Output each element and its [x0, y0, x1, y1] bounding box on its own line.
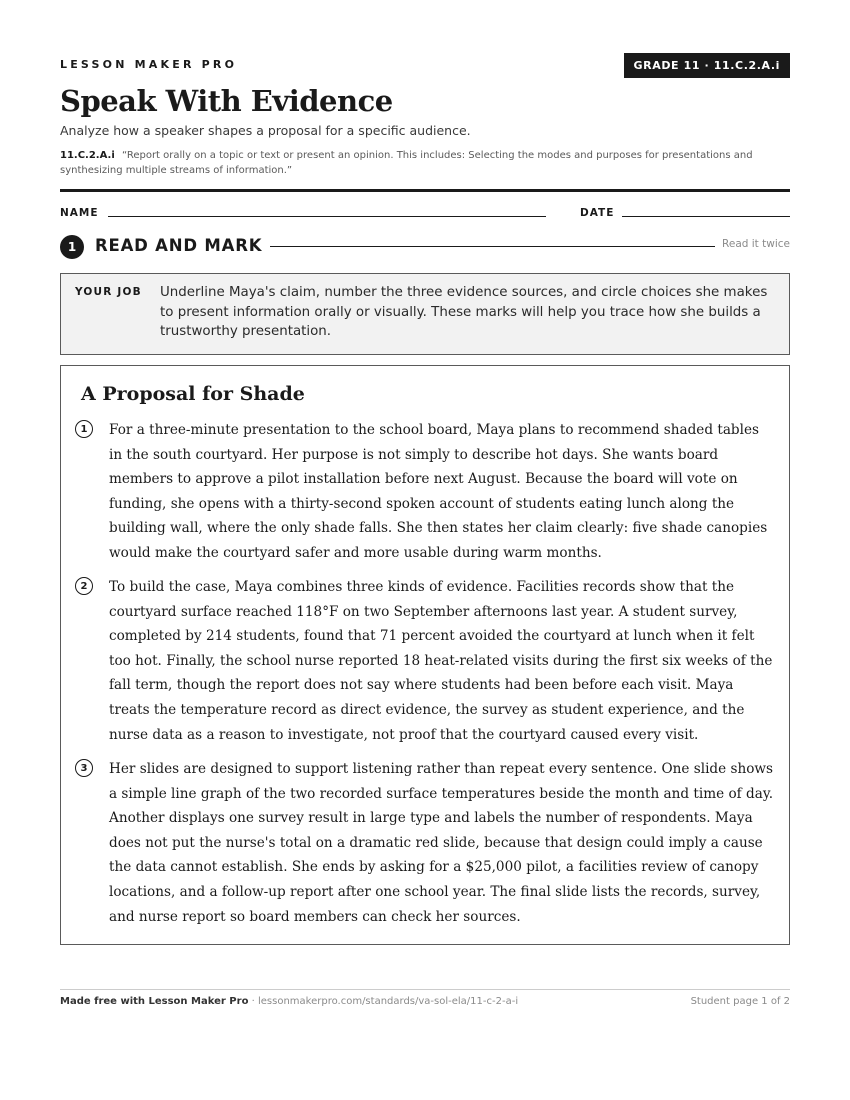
name-field[interactable]: [108, 216, 546, 217]
footer-divider: [60, 989, 790, 990]
standard-code: 11.C.2.A.i: [60, 150, 115, 161]
paragraph-text: For a three-minute presentation to the school board, Maya plans to recommend shaded tables in the south courtyard. Her purpose is not simply to describe hot days. She wants board members to approve a pilot installation before next August. Because the board will vote on funding, she opens with a thirty-second spoken account of students eating lunch along the building wall, where the only shade falls. She then states her claim clearly: five shade canopies would make the courtyard safer and more usable during warm months.: [109, 422, 768, 561]
footer-credit: [60, 996, 518, 1007]
passage-title: A Proposal for Shade: [81, 383, 305, 405]
paragraph-number: 2: [75, 577, 93, 595]
brand-name: LESSON MAKER PRO: [60, 58, 238, 71]
reading-passage: [60, 365, 790, 945]
paragraph-number: 3: [75, 759, 93, 777]
standard-description: [60, 148, 790, 178]
date-label: DATE: [580, 207, 615, 219]
worksheet-page: [60, 0, 790, 1100]
instructions-box: [60, 273, 790, 355]
page-title: Speak With Evidence: [60, 84, 393, 118]
page-subtitle: Analyze how a speaker shapes a proposal for a specific audience.: [60, 123, 471, 138]
page-indicator: Student page 1 of 2: [690, 996, 790, 1007]
section-number-badge: 1: [60, 235, 84, 259]
header-divider: [60, 189, 790, 192]
paragraph-number: 1: [75, 420, 93, 438]
standard-text: “Report orally on a topic or text or present an opinion. This includes: Selecting the modes and purposes for presentations and synthesizing multiple streams of information.”: [60, 150, 753, 176]
footer-made-with: Made free with Lesson Maker Pro: [60, 996, 249, 1007]
instructions-text: Underline Maya's claim, number the three evidence sources, and circle choices she makes to present information orally or visually. These marks will help you trace how she builds a trustworthy presentation.: [160, 285, 768, 339]
grade-badge: GRADE 11 · 11.C.2.A.i: [624, 53, 790, 78]
date-field[interactable]: [622, 216, 790, 217]
section-hint: Read it twice: [722, 238, 790, 250]
instructions-label: YOUR JOB: [75, 286, 142, 298]
paragraph-text: To build the case, Maya combines three kinds of evidence. Facilities records show that the courtyard surface reached 118°F on two September afternoons last year. A student survey, completed by 214 students, found that 71 percent avoided the courtyard at lunch when it felt too hot. Finally, the school nurse reported 18 heat-related visits during the first six weeks of the fall term, though the report does not say where students had been before each visit. Maya treats the temperature record as direct evidence, the survey as student experience, and the nurse data as a reason to investigate, not proof that the courtyard caused every visit.: [109, 579, 773, 743]
section-divider: [270, 246, 715, 247]
paragraph-text: Her slides are designed to support listening rather than repeat every sentence. One slide shows a simple line graph of the two recorded surface temperatures beside the month and time of day. Another displays one survey result in large type and labels the number of respondents. Maya does not put the nurse's total on a dramatic red slide, because that design could imply a cause the data cannot establish. She ends by asking for a $25,000 pilot, a facilities review of canopy locations, and a follow-up report after one school year. The final slide lists the records, survey, and nurse report so board members can check her sources.: [109, 761, 774, 925]
footer-url[interactable]: · lessonmakerpro.com/standards/va-sol-ela/11-c-2-a-i: [248, 996, 519, 1007]
name-label: NAME: [60, 207, 99, 219]
section-title: READ AND MARK: [95, 236, 263, 255]
